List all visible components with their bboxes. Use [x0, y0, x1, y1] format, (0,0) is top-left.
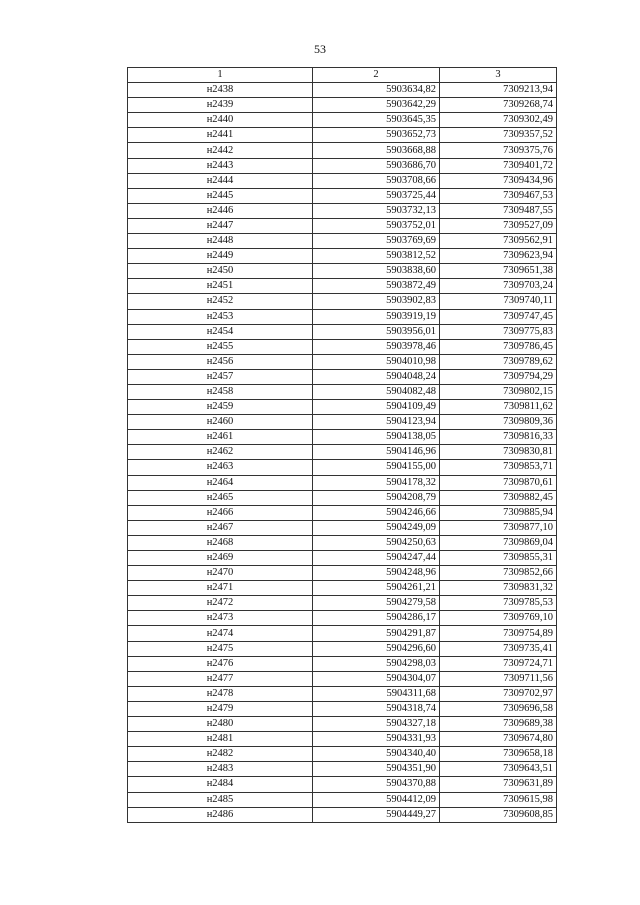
point-id-cell: н2464: [128, 475, 313, 490]
x-coordinate-cell: 5903919,19: [313, 309, 440, 324]
x-coordinate-cell: 5903652,73: [313, 128, 440, 143]
table-row: [128, 309, 557, 324]
y-coordinate-cell: 7309885,94: [440, 505, 557, 520]
y-coordinate-cell: 7309724,71: [440, 656, 557, 671]
table-row: [128, 173, 557, 188]
x-coordinate-cell: 5904351,90: [313, 762, 440, 777]
x-coordinate-cell: 5904123,94: [313, 415, 440, 430]
table-row: [128, 747, 557, 762]
table-row: [128, 369, 557, 384]
x-coordinate-cell: 5904311,68: [313, 686, 440, 701]
y-coordinate-cell: 7309775,83: [440, 324, 557, 339]
point-id-cell: н2445: [128, 188, 313, 203]
point-id-cell: н2439: [128, 98, 313, 113]
point-id-cell: н2480: [128, 717, 313, 732]
table-row: [128, 460, 557, 475]
table-row: [128, 98, 557, 113]
point-id-cell: н2441: [128, 128, 313, 143]
x-coordinate-cell: 5904248,96: [313, 566, 440, 581]
y-coordinate-cell: 7309658,18: [440, 747, 557, 762]
x-coordinate-cell: 5903752,01: [313, 218, 440, 233]
point-id-cell: н2448: [128, 234, 313, 249]
y-coordinate-cell: 7309831,32: [440, 581, 557, 596]
table-row: [128, 249, 557, 264]
y-coordinate-cell: 7309268,74: [440, 98, 557, 113]
x-coordinate-cell: 5904286,17: [313, 611, 440, 626]
x-coordinate-cell: 5903978,46: [313, 339, 440, 354]
y-coordinate-cell: 7309651,38: [440, 264, 557, 279]
table-row: [128, 324, 557, 339]
y-coordinate-cell: 7309608,85: [440, 807, 557, 822]
point-id-cell: н2473: [128, 611, 313, 626]
point-id-cell: н2440: [128, 113, 313, 128]
table-row: [128, 83, 557, 98]
point-id-cell: н2479: [128, 701, 313, 716]
point-id-cell: н2466: [128, 505, 313, 520]
y-coordinate-cell: 7309869,04: [440, 535, 557, 550]
y-coordinate-cell: 7309870,61: [440, 475, 557, 490]
x-coordinate-cell: 5903812,52: [313, 249, 440, 264]
point-id-cell: н2460: [128, 415, 313, 430]
y-coordinate-cell: 7309375,76: [440, 143, 557, 158]
y-coordinate-cell: 7309853,71: [440, 460, 557, 475]
table-row: [128, 566, 557, 581]
point-id-cell: н2469: [128, 551, 313, 566]
y-coordinate-cell: 7309302,49: [440, 113, 557, 128]
x-coordinate-cell: 5904010,98: [313, 354, 440, 369]
table-row: [128, 656, 557, 671]
point-id-cell: н2474: [128, 626, 313, 641]
point-id-cell: н2475: [128, 641, 313, 656]
x-coordinate-cell: 5904291,87: [313, 626, 440, 641]
y-coordinate-cell: 7309747,45: [440, 309, 557, 324]
x-coordinate-cell: 5904298,03: [313, 656, 440, 671]
y-coordinate-cell: 7309434,96: [440, 173, 557, 188]
table-row: [128, 535, 557, 550]
y-coordinate-cell: 7309785,53: [440, 596, 557, 611]
point-id-cell: н2470: [128, 566, 313, 581]
point-id-cell: н2454: [128, 324, 313, 339]
y-coordinate-cell: 7309615,98: [440, 792, 557, 807]
table-row: [128, 641, 557, 656]
y-coordinate-cell: 7309852,66: [440, 566, 557, 581]
x-coordinate-cell: 5904249,09: [313, 520, 440, 535]
point-id-cell: н2456: [128, 354, 313, 369]
x-coordinate-cell: 5904370,88: [313, 777, 440, 792]
y-coordinate-cell: 7309882,45: [440, 490, 557, 505]
x-coordinate-cell: 5904327,18: [313, 717, 440, 732]
x-coordinate-cell: 5904261,21: [313, 581, 440, 596]
header-row: [128, 68, 557, 83]
x-coordinate-cell: 5904304,07: [313, 671, 440, 686]
point-id-cell: н2444: [128, 173, 313, 188]
point-id-cell: н2471: [128, 581, 313, 596]
table-row: [128, 294, 557, 309]
point-id-cell: н2457: [128, 369, 313, 384]
x-coordinate-cell: 5903642,29: [313, 98, 440, 113]
table-row: [128, 626, 557, 641]
table-row: [128, 128, 557, 143]
table-row: [128, 717, 557, 732]
table-row: [128, 203, 557, 218]
x-coordinate-cell: 5904048,24: [313, 369, 440, 384]
table-row: [128, 762, 557, 777]
table-row: [128, 596, 557, 611]
x-coordinate-cell: 5904208,79: [313, 490, 440, 505]
y-coordinate-cell: 7309674,80: [440, 732, 557, 747]
coordinates-table: [127, 67, 557, 823]
point-id-cell: н2465: [128, 490, 313, 505]
y-coordinate-cell: 7309809,36: [440, 415, 557, 430]
x-coordinate-cell: 5903668,88: [313, 143, 440, 158]
x-coordinate-cell: 5903645,35: [313, 113, 440, 128]
table-row: [128, 218, 557, 233]
y-coordinate-cell: 7309527,09: [440, 218, 557, 233]
point-id-cell: н2451: [128, 279, 313, 294]
table-row: [128, 505, 557, 520]
point-id-cell: н2450: [128, 264, 313, 279]
y-coordinate-cell: 7309816,33: [440, 430, 557, 445]
point-id-cell: н2447: [128, 218, 313, 233]
table-row: [128, 445, 557, 460]
point-id-cell: н2452: [128, 294, 313, 309]
point-id-cell: н2462: [128, 445, 313, 460]
table-row: [128, 279, 557, 294]
page-number: 53: [314, 42, 326, 56]
point-id-cell: н2455: [128, 339, 313, 354]
x-coordinate-cell: 5904155,00: [313, 460, 440, 475]
x-coordinate-cell: 5904250,63: [313, 535, 440, 550]
point-id-cell: н2484: [128, 777, 313, 792]
x-coordinate-cell: 5904247,44: [313, 551, 440, 566]
y-coordinate-cell: 7309789,62: [440, 354, 557, 369]
y-coordinate-cell: 7309401,72: [440, 158, 557, 173]
y-coordinate-cell: 7309786,45: [440, 339, 557, 354]
point-id-cell: н2477: [128, 671, 313, 686]
y-coordinate-cell: 7309487,55: [440, 203, 557, 218]
x-coordinate-cell: 5904146,96: [313, 445, 440, 460]
y-coordinate-cell: 7309689,38: [440, 717, 557, 732]
point-id-cell: н2463: [128, 460, 313, 475]
x-coordinate-cell: 5904412,09: [313, 792, 440, 807]
table-row: [128, 490, 557, 505]
table-row: [128, 671, 557, 686]
x-coordinate-cell: 5904449,27: [313, 807, 440, 822]
x-coordinate-cell: 5904296,60: [313, 641, 440, 656]
table-row: [128, 430, 557, 445]
table-row: [128, 551, 557, 566]
y-coordinate-cell: 7309711,56: [440, 671, 557, 686]
y-coordinate-cell: 7309562,91: [440, 234, 557, 249]
x-coordinate-cell: 5903872,49: [313, 279, 440, 294]
x-coordinate-cell: 5904331,93: [313, 732, 440, 747]
table-body: [128, 83, 557, 823]
y-coordinate-cell: 7309357,52: [440, 128, 557, 143]
table-row: [128, 475, 557, 490]
table-row: [128, 384, 557, 399]
point-id-cell: н2461: [128, 430, 313, 445]
y-coordinate-cell: 7309702,97: [440, 686, 557, 701]
table-row: [128, 339, 557, 354]
point-id-cell: н2482: [128, 747, 313, 762]
y-coordinate-cell: 7309855,31: [440, 551, 557, 566]
x-coordinate-cell: 5903725,44: [313, 188, 440, 203]
x-coordinate-cell: 5903732,13: [313, 203, 440, 218]
x-coordinate-cell: 5904178,32: [313, 475, 440, 490]
point-id-cell: н2449: [128, 249, 313, 264]
x-coordinate-cell: 5904340,40: [313, 747, 440, 762]
table-row: [128, 234, 557, 249]
table-row: [128, 400, 557, 415]
y-coordinate-cell: 7309794,29: [440, 369, 557, 384]
x-coordinate-cell: 5903686,70: [313, 158, 440, 173]
y-coordinate-cell: 7309623,94: [440, 249, 557, 264]
y-coordinate-cell: 7309811,62: [440, 400, 557, 415]
y-coordinate-cell: 7309643,51: [440, 762, 557, 777]
table-row: [128, 354, 557, 369]
header-col-2: 2: [313, 68, 440, 83]
point-id-cell: н2468: [128, 535, 313, 550]
x-coordinate-cell: 5904082,48: [313, 384, 440, 399]
y-coordinate-cell: 7309631,89: [440, 777, 557, 792]
x-coordinate-cell: 5903956,01: [313, 324, 440, 339]
y-coordinate-cell: 7309735,41: [440, 641, 557, 656]
table-header: [128, 68, 557, 83]
point-id-cell: н2438: [128, 83, 313, 98]
point-id-cell: н2486: [128, 807, 313, 822]
y-coordinate-cell: 7309467,53: [440, 188, 557, 203]
point-id-cell: н2458: [128, 384, 313, 399]
point-id-cell: н2476: [128, 656, 313, 671]
x-coordinate-cell: 5903708,66: [313, 173, 440, 188]
x-coordinate-cell: 5903634,82: [313, 83, 440, 98]
y-coordinate-cell: 7309769,10: [440, 611, 557, 626]
header-col-1: 1: [128, 68, 313, 83]
point-id-cell: н2443: [128, 158, 313, 173]
point-id-cell: н2446: [128, 203, 313, 218]
y-coordinate-cell: 7309703,24: [440, 279, 557, 294]
table-row: [128, 143, 557, 158]
y-coordinate-cell: 7309740,11: [440, 294, 557, 309]
point-id-cell: н2459: [128, 400, 313, 415]
y-coordinate-cell: 7309830,81: [440, 445, 557, 460]
point-id-cell: н2442: [128, 143, 313, 158]
table-row: [128, 686, 557, 701]
x-coordinate-cell: 5903838,60: [313, 264, 440, 279]
table-row: [128, 520, 557, 535]
x-coordinate-cell: 5904279,58: [313, 596, 440, 611]
table-row: [128, 415, 557, 430]
point-id-cell: н2472: [128, 596, 313, 611]
table-row: [128, 777, 557, 792]
x-coordinate-cell: 5904318,74: [313, 701, 440, 716]
x-coordinate-cell: 5904109,49: [313, 400, 440, 415]
point-id-cell: н2481: [128, 732, 313, 747]
x-coordinate-cell: 5904246,66: [313, 505, 440, 520]
x-coordinate-cell: 5903902,83: [313, 294, 440, 309]
table-row: [128, 611, 557, 626]
y-coordinate-cell: 7309802,15: [440, 384, 557, 399]
y-coordinate-cell: 7309696,58: [440, 701, 557, 716]
table-row: [128, 732, 557, 747]
table-row: [128, 188, 557, 203]
point-id-cell: н2483: [128, 762, 313, 777]
y-coordinate-cell: 7309754,89: [440, 626, 557, 641]
point-id-cell: н2485: [128, 792, 313, 807]
point-id-cell: н2453: [128, 309, 313, 324]
y-coordinate-cell: 7309213,94: [440, 83, 557, 98]
x-coordinate-cell: 5903769,69: [313, 234, 440, 249]
table-row: [128, 807, 557, 822]
table-row: [128, 701, 557, 716]
table-row: [128, 264, 557, 279]
x-coordinate-cell: 5904138,05: [313, 430, 440, 445]
point-id-cell: н2478: [128, 686, 313, 701]
header-col-3: 3: [440, 68, 557, 83]
table-row: [128, 113, 557, 128]
table-row: [128, 792, 557, 807]
y-coordinate-cell: 7309877,10: [440, 520, 557, 535]
table-row: [128, 158, 557, 173]
table-row: [128, 581, 557, 596]
point-id-cell: н2467: [128, 520, 313, 535]
